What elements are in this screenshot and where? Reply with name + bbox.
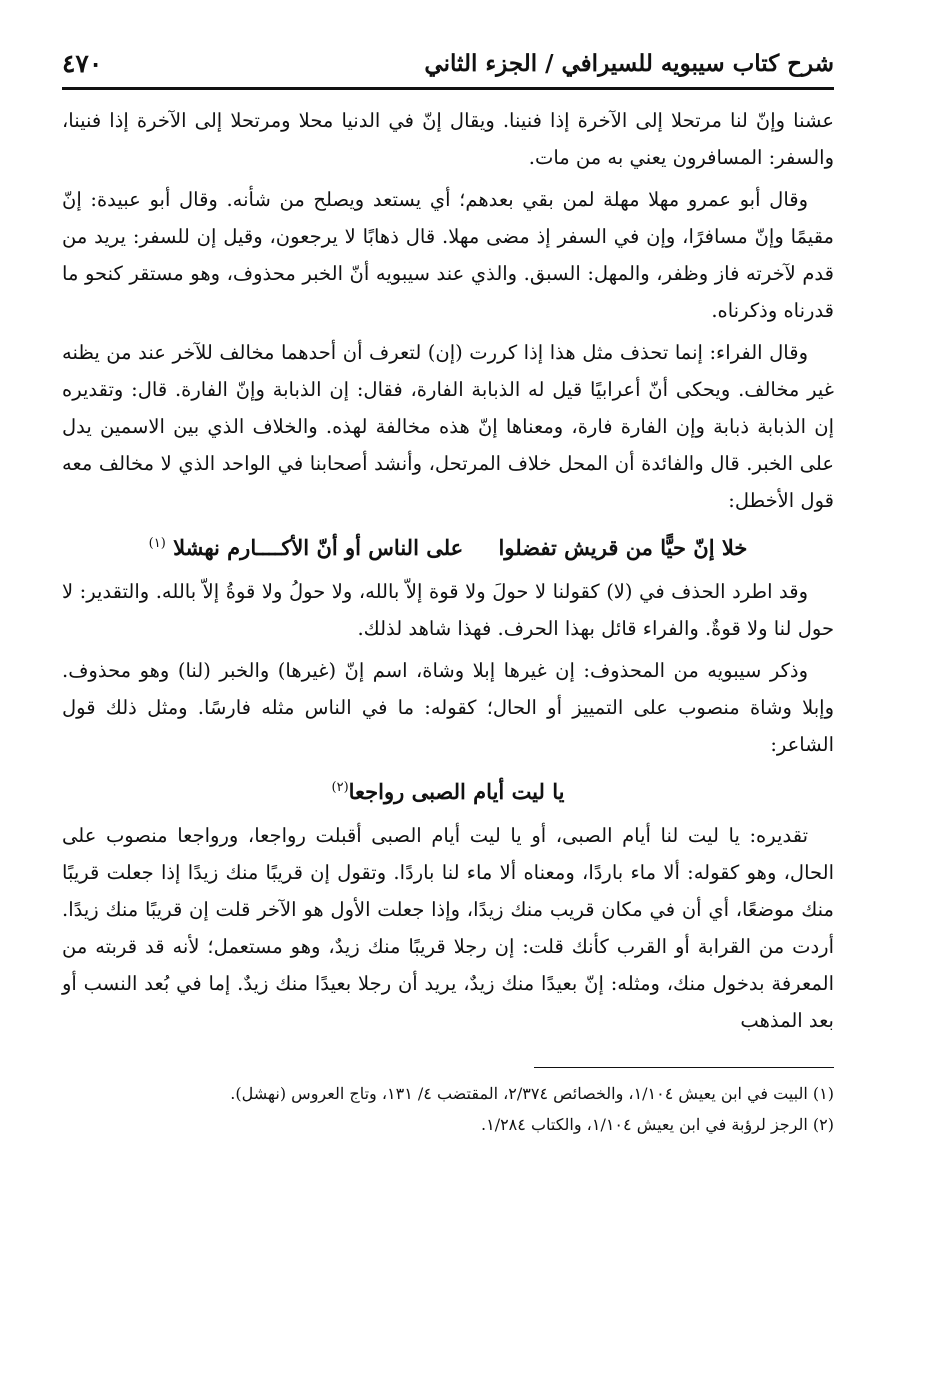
verse-hemistich: خلا إنّ حيًّا من قريش تفضلوا <box>498 535 748 560</box>
verse-text: يا ليت أيام الصبى رواجعا <box>348 779 565 804</box>
footnote-marker: (١) <box>148 536 166 551</box>
paragraph: وذكر سيبويه من المحذوف: إن غيرها إبلا وشاة، اسم إنّ (غيرها) والخبر (لنا) وهو محذوف. وإبلا وشاة منصوب على التمييز أو الحال؛ كقوله: ما في الناس مثله فارسًا. ومثل ذلك قول الشاعر: <box>62 659 834 756</box>
footnote-marker: (٢) <box>331 780 349 795</box>
paragraph: تقديره: يا ليت لنا أيام الصبى، أو يا ليت أيام الصبى أقبلت رواجعا، ورواجعا منصوب على الحال، وهو كقوله: ألا ماء باردًا، ومعناه ألا ماء لنا باردًا. وتقول إن قريبًا منك زيدًا إذا جعلت قريبًا منك موضعًا، أي أن في مكان قريب منك زيدًا، وإذا جعلت الأول هو الآخر قلت إن قريبًا منك زيدًا. أردت من القرابة أو القرب كأنك قلت: إن رجلا قريبًا منك زيدٌ، وهو مستعمل؛ لأنه قد قربته من المعرفة بدخول منك، ومثله: إنّ بعيدًا منك زيدٌ، يريد أن رجلا بعيدًا منك زيدٌ. إما في بُعد النسب أو بعد المذهب <box>62 824 834 1032</box>
page-body <box>62 102 834 1039</box>
page-number: ٤٧٠ <box>62 49 103 78</box>
paragraph: وقد اطرد الحذف في (لا) كقولنا لا حولَ ولا قوة إلاّ بالله، ولا حولُ ولا قوةُ إلاّ بالله. والتقدير: لا حول لنا ولا قوةٌ. والفراء قائل بهذا الحرف. فهذا شاهد لذلك. <box>62 580 834 640</box>
footnote: (١) البيت في ابن يعيش ١/١٠٤، والخصائص ٢/٣٧٤، المقتضب ٤/ ١٣١، وتاج العروس (نهشل). <box>230 1084 834 1103</box>
footnote-separator <box>534 1067 834 1068</box>
book-page <box>62 44 834 1140</box>
running-header <box>62 44 834 90</box>
paragraph: وقال الفراء: إنما تحذف مثل هذا إذا كررت (إن) لتعرف أن أحدهما مخالف للآخر عند من يظنه غير مخالف. ويحكى أنّ أعرابيًا قيل له الذبابة الفارة، فقال: إن الذبابة وإنّ الفارة. قال: وتقديره إن الذبابة ذبابة وإن الفارة فارة، ومعناها إنّ هذه مخالفة لهذه. والخلاف الذي بين الاسمين يدل على الخبر. قال والفائدة أن المحل خلاف المرتحل، وأنشد أصحابنا في الواحد الذي لا مخالف معه قول الأخطل: <box>62 341 834 512</box>
paragraph: وقال أبو عمرو مهلا مهلة لمن بقي بعدهم؛ أي يستعد ويصلح من شأنه. وقال أبو عبيدة: إنّ مقيمًا وإنّ مسافرًا، وإن في السفر إذ مضى مهلا. قال ذهابًا لا يرجعون، وقيل إن للسفر: يريد من قدم لآخرته فاز وظفر، والمهل: السبق. والذي عند سيبويه أنّ الخبر محذوف، وهو مستقر كنحو ما قدرناه وذكرناه. <box>62 188 834 322</box>
paragraph: عشنا وإنّ لنا مرتحلا إلى الآخرة إذا فنينا. ويقال إنّ في الدنيا محلا ومرتحلا إلى الآخرة إذا فنينا، والسفر: المسافرون يعني به من مات. <box>62 109 834 169</box>
footnote: (٢) الرجز لرؤبة في ابن يعيش ١/١٠٤، والكتاب ١/٢٨٤. <box>481 1115 834 1134</box>
running-title: شرح كتاب سيبويه للسيرافي / الجزء الثاني <box>424 50 834 77</box>
verse-line <box>62 524 834 568</box>
verse-hemistich: على الناس أو أنّ الأكــــارم نهشلا <box>173 535 464 560</box>
verse-line <box>62 768 834 812</box>
